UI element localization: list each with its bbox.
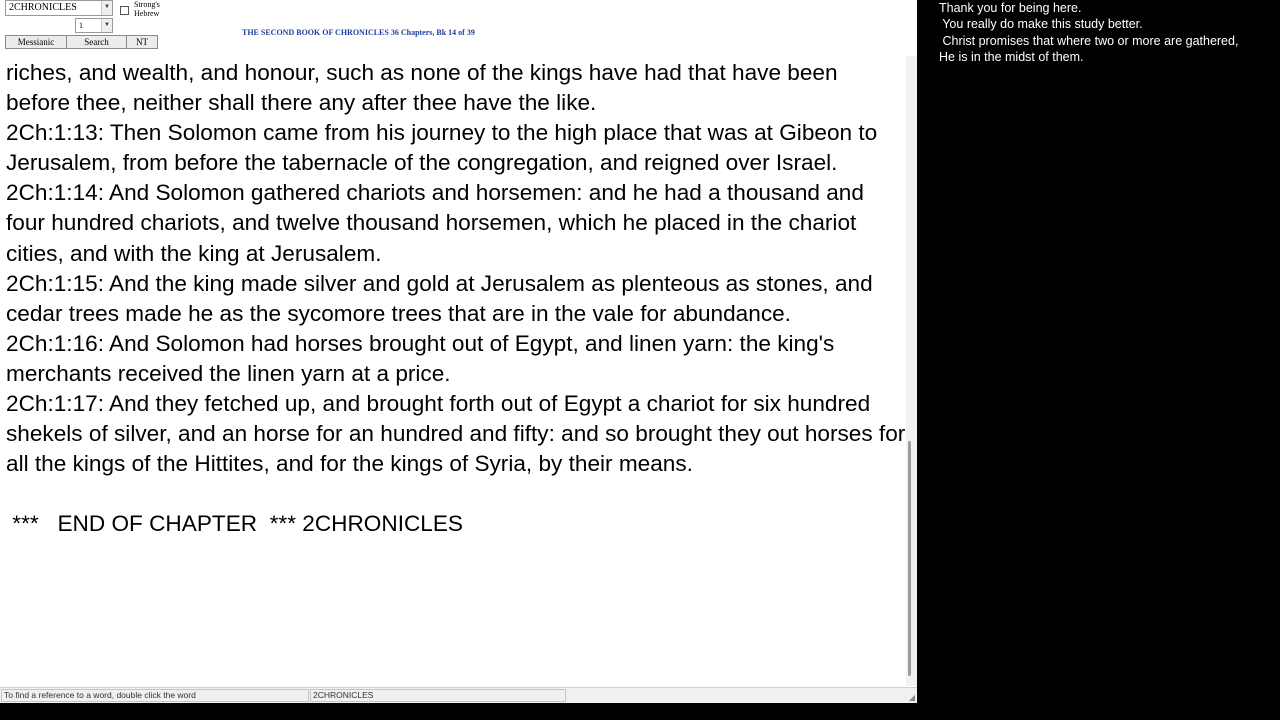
book-select-value: 2CHRONICLES (9, 2, 77, 13)
vertical-scrollbar[interactable] (906, 56, 917, 686)
strongs-hebrew-checkbox[interactable] (120, 6, 129, 15)
status-bar (0, 687, 917, 703)
verse-text[interactable]: 2Ch:1:15: And the king made silver and gold at Jerusalem as plenteous as stones, and cedar trees made he as the sycomore trees that are in the vale for abundance. (6, 270, 873, 326)
chapter-select-value: 1 (79, 21, 83, 30)
book-select[interactable] (5, 0, 113, 16)
scripture-text-pane[interactable] (6, 58, 906, 686)
status-book: 2CHRONICLES (310, 689, 566, 702)
verse-text[interactable]: 2Ch:1:17: And they fetched up, and brought forth out of Egypt a chariot for six hundred shekels of silver, and an horse for an hundred and fifty: and so brought they out horses for all the kings of the Hittites, and for the kings of Syria, by their means. (6, 391, 906, 477)
scrollbar-thumb[interactable] (908, 441, 911, 676)
end-of-chapter-marker: *** END OF CHAPTER *** 2CHRONICLES (6, 511, 463, 537)
verse-text[interactable]: 2Ch:1:14: And Solomon gathered chariots and horsemen: and he had a thousand and four hundred chariots, and twelve thousand horsemen, which he placed in the chariot cities, and with the king at Jerusalem. (6, 180, 864, 266)
chapter-select[interactable] (75, 18, 113, 33)
messianic-button[interactable]: Messianic (5, 35, 67, 49)
nt-button[interactable]: NT (126, 35, 158, 49)
verse-text[interactable]: riches, and wealth, and honour, such as none of the kings have had that have been before thee, neither shall there any after thee have the like. (6, 60, 838, 116)
chevron-down-icon[interactable]: ▼ (101, 19, 112, 32)
book-title: THE SECOND BOOK OF CHRONICLES 36 Chapters, Bk 14 of 39 (242, 28, 475, 37)
verse-text[interactable]: 2Ch:1:16: And Solomon had horses brought out of Egypt, and linen yarn: the king's merchants received the linen yarn at a price. (6, 330, 835, 386)
status-hint: To find a reference to a word, double click the word (1, 689, 309, 702)
search-button[interactable]: Search (66, 35, 127, 49)
chevron-down-icon[interactable]: ▼ (101, 1, 112, 15)
strongs-hebrew-label: Strong's Hebrew (134, 0, 160, 18)
welcome-message: Thank you for being here. You really do make this study better. Christ promises that where two or more are gathered, He is in the midst of them. (939, 1, 1239, 64)
resize-grip-icon[interactable]: ◢ (908, 693, 915, 702)
verse-text[interactable]: 2Ch:1:13: Then Solomon came from his journey to the high place that was at Gibeon to Jerusalem, from before the tabernacle of the congregation, and reigned over Israel. (6, 120, 878, 176)
